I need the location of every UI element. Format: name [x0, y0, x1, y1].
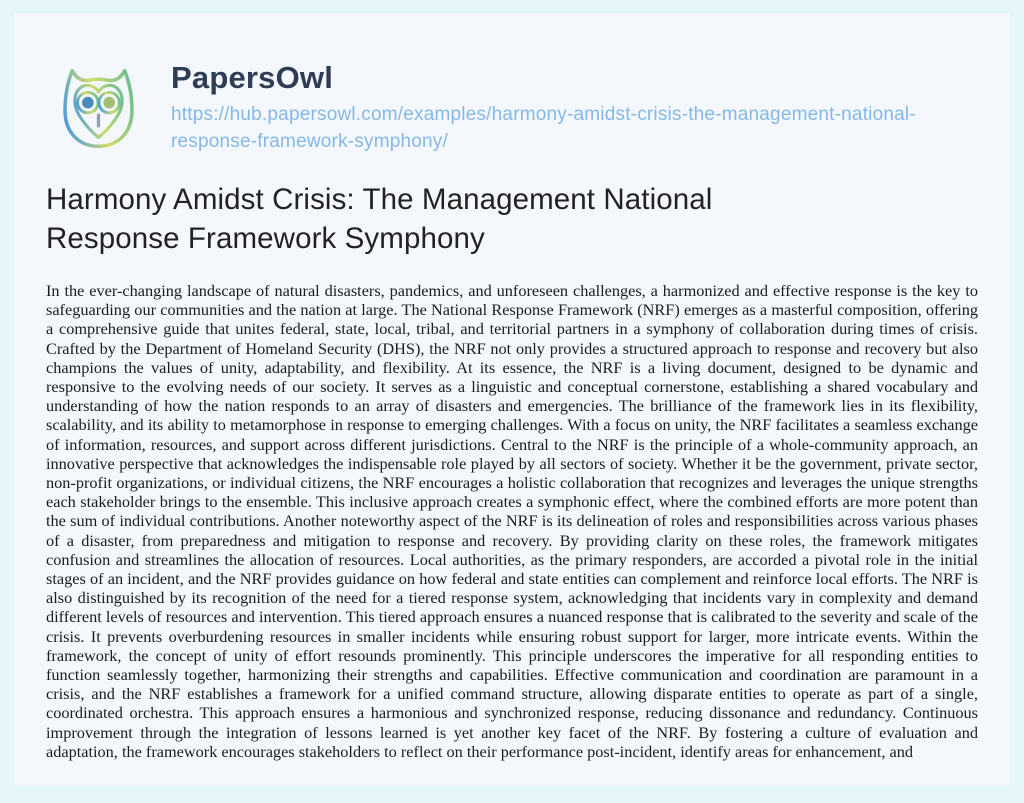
source-url-link[interactable]: https://hub.papersowl.com/examples/harmony-amidst-crisis-the-management-national-response-framework-symphony/: [171, 104, 916, 152]
papersowl-logo: [50, 57, 147, 154]
content-card: [14, 13, 1010, 785]
brand-block: [171, 57, 919, 155]
owl-icon: [50, 57, 147, 154]
article-body: In the ever-changing landscape of natural disasters, pandemics, and unforeseen challenges, a harmonized and effective response is the key to safeguarding our communities and the nation at large. The National Response Framework (NRF) emerges as a masterful composition, offering a comprehensive guide that unites federal, state, local, tribal, and territorial partners in a symphony of collaboration during times of crisis. Crafted by the Department of Homeland Security (DHS), the NRF not only provides a structured approach to response and recovery but also champions the values of unity, adaptability, and flexibility. At its essence, the NRF is a living document, designed to be dynamic and responsive to the evolving needs of our society. It serves as a linguistic and conceptual cornerstone, establishing a shared vocabulary and understanding of how the nation responds to an array of disasters and emergencies. The brilliance of the framework lies in its flexibility, scalability, and its ability to metamorphose in response to emerging challenges. With a focus on unity, the NRF facilitates a seamless exchange of information, resources, and support across different jurisdictions. Central to the NRF is the principle of a whole-community approach, an innovative perspective that acknowledges the indispensable role played by all sectors of society. Whether it be the government, private sector, non-profit organizations, or individual citizens, the NRF encourages a holistic collaboration that recognizes and leverages the unique strengths each stakeholder brings to the ensemble. This inclusive approach creates a symphonic effect, where the combined efforts are more potent than the sum of individual contributions. Another noteworthy aspect of the NRF is its delineation of roles and responsibilities across various phases of a disaster, from preparedness and mitigation to response and recovery. By providing clarity on these roles, the framework mitigates confusion and streamlines the allocation of resources. Local authorities, as the primary responders, are accorded a pivotal role in the initial stages of an incident, and the NRF provides guidance on how federal and state entities can complement and reinforce local efforts. The NRF is also distinguished by its recognition of the need for a tiered response system, acknowledging that incidents vary in complexity and demand different levels of resources and intervention. This tiered approach ensures a nuanced response that is calibrated to the severity and scale of the crisis. It prevents overburdening resources in smaller incidents while ensuring robust support for larger, more intricate events. Within the framework, the concept of unity of effort resounds prominently. This principle underscores the imperative for all responding entities to function seamlessly together, harmonizing their strengths and capabilities. Effective communication and coordination are paramount in a crisis, and the NRF establishes a framework for a unified command structure, allowing disparate entities to operate as part of a single, coordinated orchestra. This approach ensures a harmonious and synchronized response, reducing dissonance and redundancy. Continuous improvement through the integration of lessons learned is yet another key facet of the NRF. By fostering a culture of evaluation and adaptation, the framework encourages stakeholders to reflect on their performance post-incident, identify areas for enhancement, and: [46, 281, 978, 761]
page-title: Harmony Amidst Crisis: The Management National Response Framework Symphony: [46, 183, 713, 255]
brand-name: PapersOwl: [171, 60, 334, 95]
header: [50, 57, 978, 155]
